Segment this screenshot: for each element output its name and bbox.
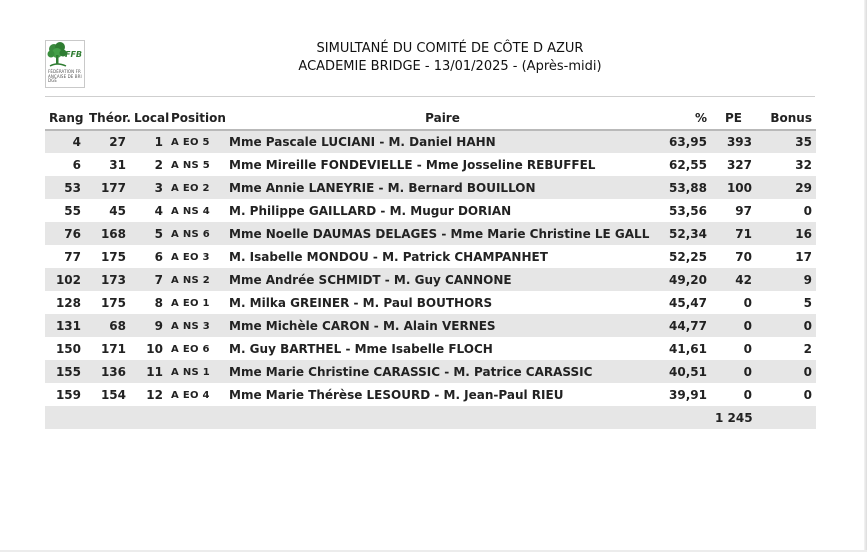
cell-theor: 175: [85, 292, 130, 315]
table-row: [45, 223, 816, 246]
cell-paire: Mme Pascale LUCIANI - M. Daniel HAHN: [225, 130, 660, 154]
cell-paire: M. Isabelle MONDOU - M. Patrick CHAMPANHET: [225, 246, 660, 269]
table-row: [45, 246, 816, 269]
cell-pct: 53,56: [660, 200, 711, 223]
cell-pe: 0: [711, 315, 756, 338]
cell-paire: Mme Andrée SCHMIDT - M. Guy CANNONE: [225, 269, 660, 292]
cell-position: A NS 2: [167, 269, 225, 292]
cell-local: 10: [130, 338, 167, 361]
cell-local: 6: [130, 246, 167, 269]
cell-pct: 53,88: [660, 177, 711, 200]
total-bonus-spacer: [756, 407, 816, 430]
col-header-bonus: Bonus: [756, 107, 816, 130]
cell-pe: 97: [711, 200, 756, 223]
logo-caption: FÉDÉRATION FRANÇAISE DE BRIDGE: [48, 69, 82, 84]
cell-theor: 45: [85, 200, 130, 223]
cell-pct: 41,61: [660, 338, 711, 361]
table-row: [45, 177, 816, 200]
report-title: SIMULTANÉ DU COMITÉ DE CÔTE D AZUR: [316, 41, 584, 56]
results-table: [45, 107, 816, 430]
cell-rang: 53: [45, 177, 85, 200]
table-row: [45, 130, 816, 154]
report-subtitle: ACADEMIE BRIDGE - 13/01/2025 - (Après-midi): [298, 59, 602, 74]
table-row: [45, 269, 816, 292]
cell-local: 3: [130, 177, 167, 200]
cell-rang: 102: [45, 269, 85, 292]
cell-paire: Mme Mireille FONDEVIELLE - Mme Josseline REBUFFEL: [225, 154, 660, 177]
cell-position: A EO 3: [167, 246, 225, 269]
col-header-paire: Paire: [225, 107, 660, 130]
cell-paire: M. Milka GREINER - M. Paul BOUTHORS: [225, 292, 660, 315]
table-header-row: [45, 107, 816, 130]
table-row: [45, 200, 816, 223]
cell-pe: 100: [711, 177, 756, 200]
cell-bonus: 0: [756, 315, 816, 338]
cell-position: A NS 6: [167, 223, 225, 246]
cell-pct: 52,34: [660, 223, 711, 246]
cell-rang: 150: [45, 338, 85, 361]
cell-position: A EO 4: [167, 384, 225, 407]
cell-paire: Mme Michèle CARON - M. Alain VERNES: [225, 315, 660, 338]
col-header-theor: Théor.: [85, 107, 130, 130]
cell-pe: 327: [711, 154, 756, 177]
cell-pe: 70: [711, 246, 756, 269]
cell-local: 8: [130, 292, 167, 315]
table-row: [45, 315, 816, 338]
cell-theor: 173: [85, 269, 130, 292]
col-header-pct: %: [660, 107, 711, 130]
cell-theor: 177: [85, 177, 130, 200]
cell-local: 11: [130, 361, 167, 384]
cell-rang: 128: [45, 292, 85, 315]
cell-theor: 136: [85, 361, 130, 384]
cell-position: A EO 6: [167, 338, 225, 361]
cell-paire: Mme Marie Thérèse LESOURD - M. Jean-Paul RIEU: [225, 384, 660, 407]
col-header-local: Local: [130, 107, 167, 130]
cell-pct: 63,95: [660, 130, 711, 154]
table-row: [45, 361, 816, 384]
cell-bonus: 35: [756, 130, 816, 154]
cell-bonus: 29: [756, 177, 816, 200]
cell-position: A EO 5: [167, 130, 225, 154]
total-spacer: [45, 407, 711, 430]
cell-rang: 155: [45, 361, 85, 384]
cell-pct: 49,20: [660, 269, 711, 292]
total-pe: 1 245: [711, 407, 756, 430]
cell-paire: Mme Marie Christine CARASSIC - M. Patrice CARASSIC: [225, 361, 660, 384]
cell-bonus: 2: [756, 338, 816, 361]
col-header-rang: Rang: [45, 107, 85, 130]
logo-mark: FFB: [65, 50, 83, 59]
cell-pct: 44,77: [660, 315, 711, 338]
cell-rang: 77: [45, 246, 85, 269]
cell-paire: Mme Annie LANEYRIE - M. Bernard BOUILLON: [225, 177, 660, 200]
cell-position: A NS 4: [167, 200, 225, 223]
cell-pct: 62,55: [660, 154, 711, 177]
cell-local: 12: [130, 384, 167, 407]
cell-local: 7: [130, 269, 167, 292]
cell-theor: 27: [85, 130, 130, 154]
cell-pct: 40,51: [660, 361, 711, 384]
cell-theor: 175: [85, 246, 130, 269]
ffb-logo: [45, 40, 85, 88]
cell-pct: 39,91: [660, 384, 711, 407]
cell-bonus: 16: [756, 223, 816, 246]
cell-paire: M. Philippe GAILLARD - M. Mugur DORIAN: [225, 200, 660, 223]
cell-rang: 76: [45, 223, 85, 246]
cell-position: A NS 1: [167, 361, 225, 384]
cell-theor: 68: [85, 315, 130, 338]
cell-local: 4: [130, 200, 167, 223]
cell-position: A EO 1: [167, 292, 225, 315]
cell-paire: M. Guy BARTHEL - Mme Isabelle FLOCH: [225, 338, 660, 361]
header-separator: [45, 96, 815, 97]
cell-pe: 0: [711, 384, 756, 407]
cell-pe: 0: [711, 361, 756, 384]
table-row: [45, 338, 816, 361]
table-row: [45, 384, 816, 407]
col-header-pe: PE: [711, 107, 756, 130]
cell-pe: 42: [711, 269, 756, 292]
cell-pe: 71: [711, 223, 756, 246]
report-header: [240, 40, 660, 76]
cell-pct: 45,47: [660, 292, 711, 315]
table-total-row: [45, 407, 816, 430]
table-row: [45, 154, 816, 177]
cell-rang: 4: [45, 130, 85, 154]
cell-theor: 171: [85, 338, 130, 361]
cell-position: A NS 5: [167, 154, 225, 177]
cell-local: 9: [130, 315, 167, 338]
cell-bonus: 0: [756, 361, 816, 384]
cell-bonus: 32: [756, 154, 816, 177]
cell-theor: 31: [85, 154, 130, 177]
cell-bonus: 17: [756, 246, 816, 269]
cell-theor: 168: [85, 223, 130, 246]
cell-pe: 0: [711, 338, 756, 361]
cell-rang: 131: [45, 315, 85, 338]
cell-bonus: 9: [756, 269, 816, 292]
cell-theor: 154: [85, 384, 130, 407]
cell-bonus: 0: [756, 384, 816, 407]
cell-pe: 0: [711, 292, 756, 315]
cell-bonus: 5: [756, 292, 816, 315]
cell-rang: 55: [45, 200, 85, 223]
cell-position: A EO 2: [167, 177, 225, 200]
col-header-position: Position: [167, 107, 225, 130]
cell-pe: 393: [711, 130, 756, 154]
cell-bonus: 0: [756, 200, 816, 223]
cell-local: 1: [130, 130, 167, 154]
cell-rang: 6: [45, 154, 85, 177]
table-row: [45, 292, 816, 315]
cell-local: 5: [130, 223, 167, 246]
cell-local: 2: [130, 154, 167, 177]
cell-rang: 159: [45, 384, 85, 407]
cell-position: A NS 3: [167, 315, 225, 338]
cell-pct: 52,25: [660, 246, 711, 269]
cell-paire: Mme Noelle DAUMAS DELAGES - Mme Marie Christine LE GALL: [225, 223, 660, 246]
